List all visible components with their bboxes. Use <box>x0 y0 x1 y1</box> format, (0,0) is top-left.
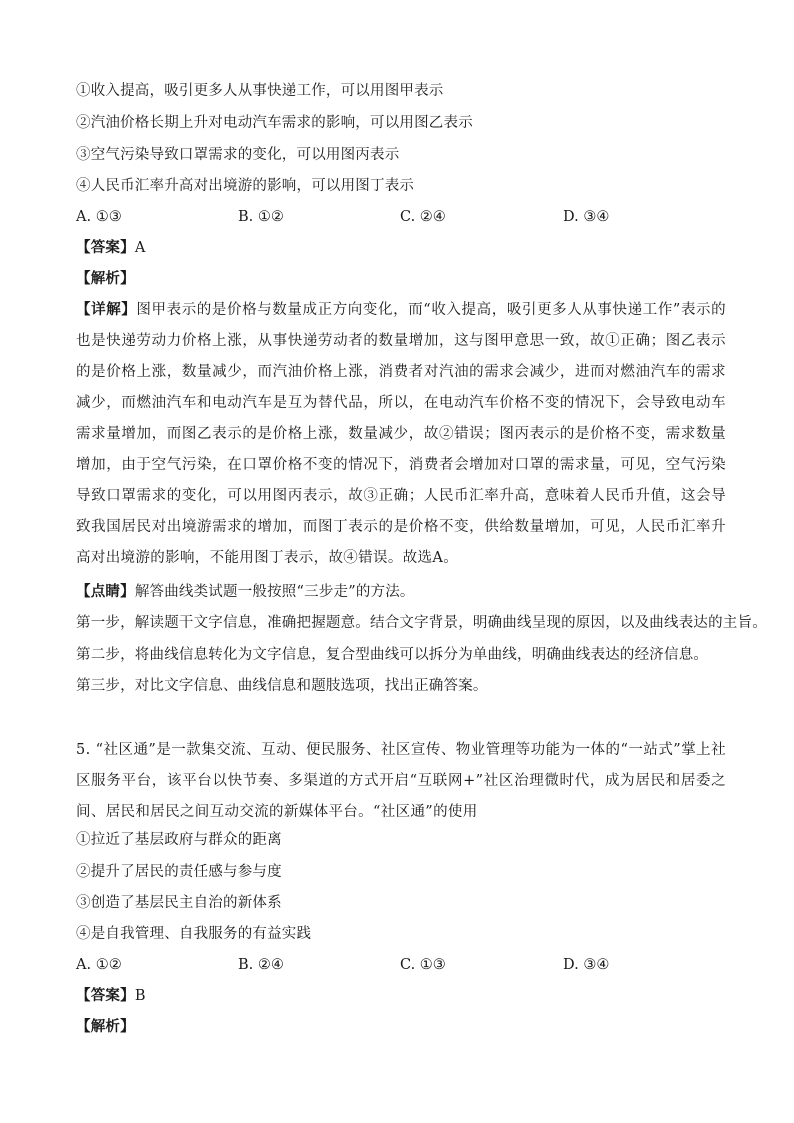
q4-choices <box>76 207 726 227</box>
q4-step-1: 第一步，解读题干文字信息，准确把握题意。结合文字背景，明确曲线呈现的原因，以及曲线表达的主旨。 <box>76 615 767 631</box>
q4-answer-value: A <box>134 240 146 256</box>
q4-detail-tag: 【详解】 <box>76 301 137 318</box>
q5-choice-b: B. ②④ <box>238 957 284 973</box>
q4-analysis-heading <box>76 269 135 289</box>
q5-analysis-heading <box>76 1017 135 1037</box>
q4-choice-d: D. ③④ <box>563 209 610 225</box>
q4-option-3: ③空气污染导致口罩需求的变化，可以用图丙表示 <box>76 147 400 163</box>
q4-analysis-tag: 【解析】 <box>76 270 135 287</box>
q4-step-2: 第二步，将曲线信息转化为文字信息，复合型曲线可以拆分为单曲线，明确曲线表达的经济信息。 <box>76 647 709 663</box>
q5-choice-a: A. ①② <box>76 957 122 973</box>
q4-detail-paragraph <box>76 294 726 574</box>
q4-choice-c: C. ②④ <box>400 209 446 225</box>
q4-step-3: 第三步，对比文字信息、曲线信息和题肢选项，找出正确答案。 <box>76 678 488 694</box>
q5-option-2: ②提升了居民的责任感与参与度 <box>76 864 282 880</box>
q5-answer-value: B <box>134 988 146 1004</box>
q5-option-3: ③创造了基层民主自治的新体系 <box>76 895 282 911</box>
q4-tip-text: 解答曲线类试题一般按照“三步走”的方法。 <box>134 584 415 600</box>
q5-answer-tag: 【答案】 <box>76 987 135 1004</box>
q4-answer-tag: 【答案】 <box>76 239 135 256</box>
q5-option-4: ④是自我管理、自我服务的有益实践 <box>76 926 312 942</box>
q4-option-1: ①收入提高，吸引更多人从事快递工作，可以用图甲表示 <box>76 83 444 99</box>
q4-tip-tag: 【点睛】 <box>76 583 135 600</box>
q5-analysis-tag: 【解析】 <box>76 1018 135 1035</box>
q4-tip <box>76 582 415 602</box>
q4-option-2: ②汽油价格长期上升对电动汽车需求的影响，可以用图乙表示 <box>76 115 473 131</box>
q4-option-4: ④人民币汇率升高对出境游的影响，可以用图丁表示 <box>76 178 415 194</box>
q5-option-1: ①拉近了基层政府与群众的距离 <box>76 832 282 848</box>
q4-choice-b: B. ①② <box>238 209 284 225</box>
q5-choice-c: C. ①③ <box>400 957 446 973</box>
q5-choices <box>76 955 726 975</box>
q4-answer <box>76 238 145 258</box>
q5-choice-d: D. ③④ <box>563 957 610 973</box>
q5-answer <box>76 986 146 1006</box>
q5-stem: 5. “社区通”是一款集交流、互动、便民服务、社区宣传、物业管理等功能为一体的“一站式”掌上社区服务平台，该平台以快节奏、多渠道的方式开启“互联网+”社区治理微时代，成为居民和居委之间、居民和居民之间互动交流的新媒体平台。“社区通”的使用 <box>76 742 726 820</box>
q4-choice-a: A. ①③ <box>76 209 122 225</box>
q4-detail-text: 图甲表示的是价格与数量成正方向变化，而“收入提高，吸引更多人从事快递工作”表示的也是快递劳动力价格上涨，从事快递劳动者的数量增加，这与图甲意思一致，故①正确；图乙表示的是价格上涨，数量减少，而汽油价格上涨，消费者对汽油的需求会减少，进而对燃油汽车的需求减少，而燃油汽车和电动汽车是互为替代品，所以，在电动汽车价格不变的情况下，会导致电动车需求量增加，而图乙表示的是价格上涨，数量减少，故②错误；图丙表示的是价格不变，需求数量增加，由于空气污染，在口罩价格不变的情况下，消费者会增加对口罩的需求量，可见，空气污染导致口罩需求的变化，可以用图丙表示，故③正确；人民币汇率升高，意味着人民币升值，这会导致我国居民对出境游需求的增加，而图丁表示的是价格不变，供给数量增加，可见，人民币汇率升高对出境游的影响，不能用图丁表示，故④错误。故选A。 <box>76 302 726 566</box>
